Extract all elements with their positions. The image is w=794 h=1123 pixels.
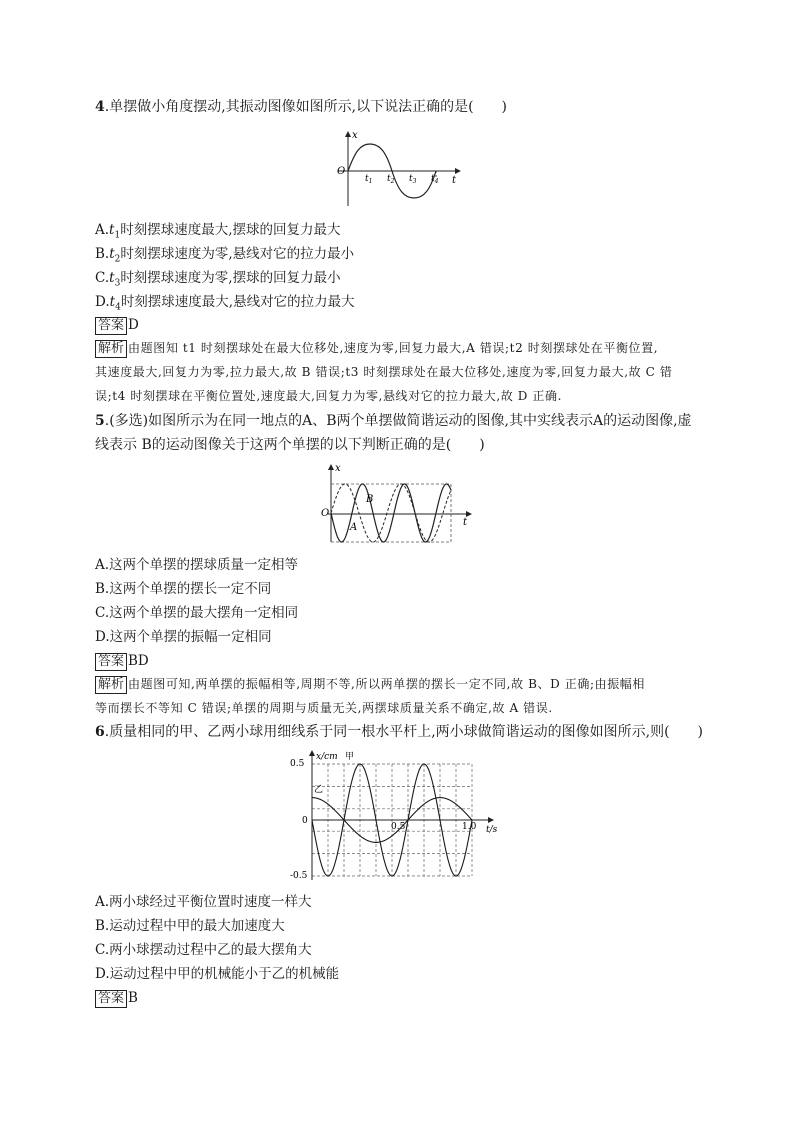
q6-option-c[interactable]: C.两小球摆动过程中乙的最大摆角大: [95, 942, 312, 958]
q6-number: 6: [95, 724, 105, 740]
q5-option-b[interactable]: B.这两个单摆的摆长一定不同: [95, 581, 272, 597]
q4-option-c[interactable]: $C.t_3$时刻摆球速度为零,摆球的回复力最小: [95, 270, 341, 289]
q4-stem: [95, 97, 507, 117]
q5-wave-b-dashed: [331, 484, 451, 542]
q6-y-tick-label: -0.5: [290, 871, 308, 881]
q6-y-tick-label: 0.5: [290, 759, 305, 769]
q6-option-b[interactable]: B.运动过程中甲的最大加速度大: [95, 918, 285, 934]
q6-option-a[interactable]: A.两小球经过平衡位置时速度一样大: [95, 894, 312, 910]
q6-stem: 6.质量相同的甲、乙两小球用细线系于同一根水平杆上,两小球做简谐运动的图像如图所示,则( ): [95, 724, 704, 740]
answer-tag: 答案: [95, 990, 127, 1008]
q4-tick-t4: $t_4$: [431, 174, 439, 185]
q5-analysis: [95, 672, 701, 720]
q6-answer: [95, 989, 138, 1008]
q4-tick-t1: $t_1$: [365, 174, 373, 185]
q6-option-d[interactable]: D.运动过程中甲的机械能小于乙的机械能: [95, 966, 340, 982]
q5-answer: [95, 652, 149, 671]
q4-tick-t3: $t_3$: [409, 174, 417, 185]
q5-analysis-line-2: 等而摆长不等知 C 错误;单摆的周期与质量无关,两摆球质量关系不确定,故 A 错误.: [95, 701, 553, 715]
q4-origin-label: O: [337, 166, 346, 177]
q4-analysis-line-3: 误;t4 时刻摆球在平衡位置处,速度最大,回复力为零,悬线对它的拉力最大,故 D 正确.: [95, 389, 563, 403]
q4-tick-t2: $t_2$: [387, 174, 395, 185]
q4-stem-text: .单摆做小角度摆动,其振动图像如图所示,以下说法正确的是( ): [104, 99, 508, 115]
q4-option-a[interactable]: $A.t_1$时刻摆球速度最大,摆球的回复力最大: [95, 222, 341, 241]
analysis-tag: 解析: [95, 340, 127, 358]
q4-answer-value: D: [128, 317, 139, 333]
q4-option-d[interactable]: $D.t_4$时刻摆球速度最大,悬线对它的拉力最大: [95, 294, 355, 313]
analysis-tag: 解析: [95, 676, 127, 694]
q4-x-axis-label: t: [452, 175, 457, 186]
q5-option-c[interactable]: C.这两个单摆的最大摆角一定相同: [95, 605, 299, 621]
q5-wave-a-solid: [331, 484, 451, 542]
q6-series-label-jia: 甲: [345, 752, 355, 762]
q4-analysis-line-2: 其速度最大,回复力为零,拉力最大,故 B 错误;t3 时刻摆球处在最大位移处,速度为零,回复力最大,故 C 错: [95, 365, 673, 379]
q5-option-a[interactable]: A.这两个单摆的摆球质量一定相等: [95, 557, 299, 573]
q5-stem-line-2: 线表示 B的运动图像关于这两个单摆的以下判断正确的是( ): [95, 437, 485, 453]
answer-tag: 答案: [95, 653, 127, 671]
q5-stem-line-1: 5.(多选)如图所示为在同一地点的A、B两个单摆做简谐运动的图像,其中实线表示A的运动图像,虚: [95, 413, 692, 429]
answer-tag: 答案: [95, 317, 127, 335]
q5-label-b: B: [366, 494, 374, 505]
q6-answer-value: B: [128, 990, 138, 1006]
q6-y-tick-label: 0: [302, 816, 308, 826]
q4-number: 4: [95, 99, 105, 115]
q4-analysis: [95, 336, 701, 408]
q4-analysis-line-1: 解析 由题图知 t1 时刻摆球处在最大位移处,速度为零,回复力最大,A 错误;t2 时刻摆球处在平衡位置,: [95, 336, 701, 360]
q4-option-b[interactable]: $B.t_2$时刻摆球速度为零,悬线对它的拉力最小: [95, 246, 355, 265]
q6-y-axis-label: x/cm: [316, 752, 338, 762]
q5-label-a: A: [350, 522, 358, 533]
q5-analysis-line-1: 解析 由题图可知,两单摆的振幅相等,周期不等,所以两单摆的摆长一定不同,故 B、D 正确;由振幅相: [95, 672, 701, 696]
q4-answer: [95, 316, 139, 335]
q6-x-tick-label: 1.0: [462, 822, 477, 832]
q5-graph: [318, 462, 478, 546]
q5-y-axis-label: x: [335, 463, 341, 474]
q5-option-d[interactable]: D.这两个单摆的振幅一定相同: [95, 629, 272, 645]
q5-number: 5: [95, 413, 105, 429]
q6-series-label-yi: 乙: [314, 785, 324, 795]
q5-x-axis-label: t: [463, 517, 468, 528]
q6-x-axis-label: t/s: [486, 825, 498, 835]
q6-chart: [290, 748, 510, 883]
q4-graph: [330, 128, 470, 208]
q6-x-tick-label: 0.5: [391, 822, 406, 832]
q5-origin-label: O: [321, 508, 330, 519]
q4-y-axis-label: x: [352, 130, 358, 141]
q5-answer-value: BD: [128, 653, 149, 669]
